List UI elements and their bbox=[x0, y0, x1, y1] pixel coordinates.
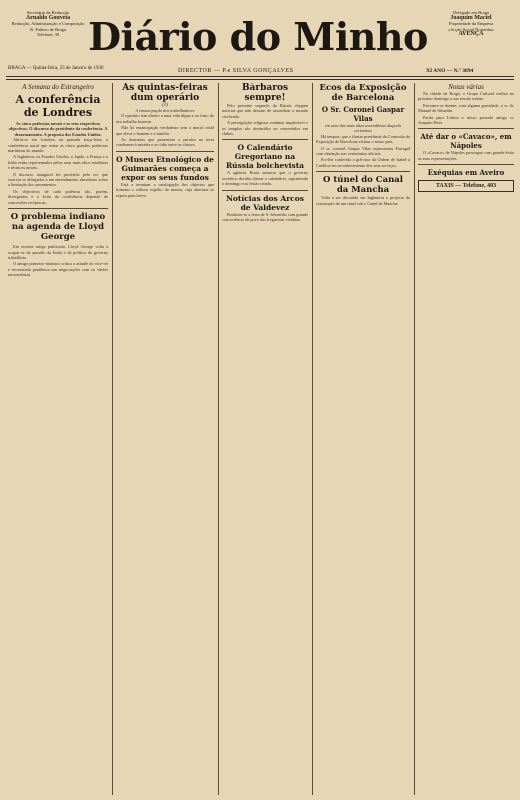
article-body: Pelo presente segundo da Rússia chegam notícias que não deixam de assombrar o mundo civilizado. A perseguição religiosa continua implacável e os templos são destruídos ou convertidos em clubes. bbox=[222, 103, 308, 137]
article-headline: O Museu Etnológico de Guimarães começa a expor os seus fundos bbox=[116, 154, 214, 182]
column-divider bbox=[112, 83, 113, 795]
article-body: Está a terminar a catalogação dos objectos que formam o valioso espólio do museu, cuja abertura se espera para breve. bbox=[116, 181, 214, 198]
article-numeral: (1) bbox=[162, 103, 168, 108]
article-lead: As cinco potências navais e os seus respectivos objectivos. O discurso do presidente da conferência. A desarmamento. A proposta dos Estados Unidos. bbox=[8, 121, 108, 137]
column-3 bbox=[222, 83, 308, 795]
article-body: Em recente artigo publicado, Lloyd George volta a ocupar-se da questão da Índia e da política do governo trabalhista. O antigo primeiro-ministro critica a atitude do vice-rei e recomenda prudência nas negociações com os chefes nacionalistas. bbox=[8, 244, 108, 278]
section-rule bbox=[418, 164, 514, 165]
article-body: Há tempos, que o ilustre presidente da Comissão da Exposição de Barcelona visitou o nosso país. O sr. coronel Gaspar Vilas representou Portugal com distinção nas cerimónias oficiais. Foi-lhe conferida a grã-cruz da Ordem de Isabel a Católica em reconhecimento dos seus serviços. bbox=[316, 133, 410, 168]
column-4 bbox=[316, 83, 410, 795]
section-rule bbox=[316, 171, 410, 172]
article-body: Realizou-se a festa de S. Sebastião com grande concorrência de povo das freguesias vizinhas. bbox=[222, 211, 308, 223]
article-body: O «Cavaco» de Nápoles prossegue com grande êxito as suas representações. bbox=[418, 150, 514, 161]
article-body: Abriu-se em Londres, na passada terça-feira, a conferência naval que reúne as cinco grandes potências marítimas do mundo. A Inglaterra, os Estados Unidos, o Japão, a França e a Itália estão representados pelos seus mais altos estadistas e técnicos navais. O discurso inaugural foi proferido pelo rei, que exortou os delegados a um entendimento duradouro sobre a limitação dos armamentos. Os objectivos de cada potência são, porém, divergentes e o êxito da conferência depende de concessões recíprocas. bbox=[8, 137, 108, 205]
section-rule bbox=[418, 128, 514, 129]
issue-number: XI ANO — N.º 3094 bbox=[426, 68, 474, 74]
article-body: A agência Rosta anuncia que o governo soviético decidiu alterar o calendário, suprimindo o domingo e as festas cristãs. bbox=[222, 170, 308, 187]
masthead bbox=[0, 0, 520, 80]
masthead-right-box: Delegado em Braga Joaquim Maciel Propriedade da Empresa «Acção Social Nortenha» AVENÇA bbox=[447, 10, 495, 37]
article-headline: O túnel do Canal da Mancha bbox=[322, 175, 403, 196]
column-divider bbox=[414, 83, 415, 795]
article-headline: O Calendário Gregoriano na Rússia bolchevista bbox=[225, 143, 305, 171]
article-headline: Notícias dos Arcos de Valdevez bbox=[226, 193, 304, 212]
article-lead: em uma das mais altas assembleias daquela cerimónia bbox=[325, 123, 401, 134]
article-body: Na cidade de Braga, o Grupo Cultural realiza no próximo domingo a sua sessão solene. Encontra-se doente, com alguma gravidade, o sr. dr. Manuel de Almeida. Partiu para Lisboa o nosso prezado amigo sr. Joaquim Pires. bbox=[418, 91, 514, 126]
article-subhead: A emancipação dos trabalhadores bbox=[135, 108, 195, 113]
column-5 bbox=[418, 83, 514, 795]
article-subhead: O Sr. Coronel Gaspar Vilas bbox=[321, 105, 405, 123]
section-rule bbox=[8, 208, 108, 209]
section-rule bbox=[222, 139, 308, 140]
article-body: Volta a ser discutido em Inglaterra o projecto da construção de um túnel sob o Canal da Mancha. bbox=[316, 195, 410, 206]
taxi-advertisement: TAXIS — Telefone, 403 bbox=[418, 180, 514, 192]
newspaper-title: Diário do Minho bbox=[88, 14, 428, 59]
section-kicker: A Semana do Estrangeiro bbox=[22, 83, 94, 91]
article-body: O operário tem direito a uma vida digna e ao fruto do seu trabalho honesto. Não há emancipação verdadeira sem a moral cristã que eleva o homem e a família. As doutrinas que prometem o paraíso na terra conduzem à miséria e ao ódio entre as classes. bbox=[116, 113, 214, 148]
masthead-rule bbox=[6, 76, 514, 77]
director-line: DIRECTOR — P.e SILVA GONÇALVES bbox=[178, 68, 294, 74]
dateline: BRAGA — Quinta-feira, 23 de Janeiro de 1930 bbox=[8, 66, 104, 71]
column-divider bbox=[312, 83, 313, 795]
column-divider bbox=[218, 83, 219, 795]
article-headline: A conferência de Londres bbox=[15, 93, 101, 119]
column-2 bbox=[116, 83, 214, 795]
section-rule bbox=[116, 151, 214, 152]
masthead-left-box: Secretário da Redacção Arnaldo Gouveia Redacção, Administração e Composição R. Palácio de Braga Telefone, 39 bbox=[11, 10, 85, 37]
masthead-rule-thin bbox=[6, 79, 514, 80]
section-rule bbox=[222, 190, 308, 191]
column-1 bbox=[8, 83, 108, 795]
article-headline: Até dar o «Cavaco», em Nápoles bbox=[420, 132, 512, 151]
article-headline: Exéquias em Aveiro bbox=[427, 168, 505, 178]
article-headline: O problema indiano na agenda de Lloyd George bbox=[10, 212, 106, 243]
article-headline: Bárbaros sempre! bbox=[241, 83, 289, 103]
article-headline: Ecos da Exposição de Barcelona bbox=[319, 83, 407, 103]
section-kicker: Notas várias bbox=[448, 83, 484, 91]
article-headline: As quintas-feiras dum operário bbox=[122, 83, 208, 103]
